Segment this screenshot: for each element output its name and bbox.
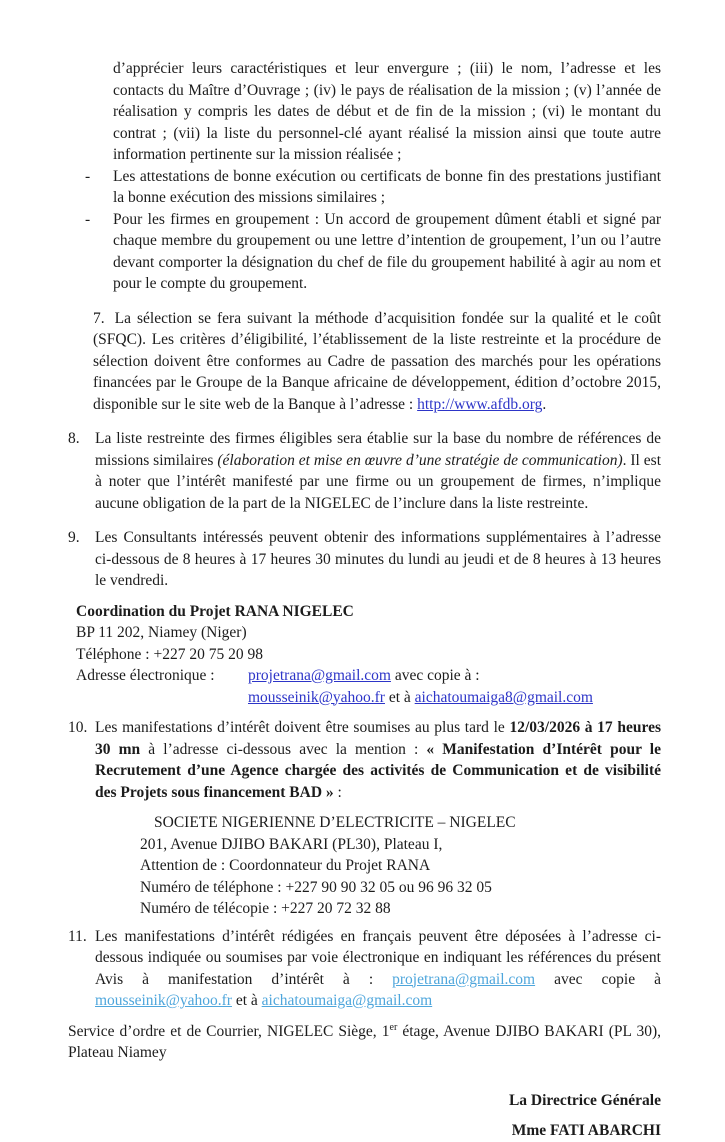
mousseinik-email-link[interactable]: mousseinik@yahoo.fr: [248, 688, 385, 706]
intro-continuation-paragraph: d’apprécier leurs caractéristiques et leur envergure ; (iii) le nom, l’adresse et les contacts du Maître d’Ouvrage ; (iv) le pays de réalisation de la mission ; (v) l’année de réalisation y compris les dates de début et de fin de la mission ; (vi) le montant du contrat ; (vii) la liste du personnel-clé ayant réalisé la mission ainsi que toute autre information pertinente sur la mission réalisée ;: [113, 60, 661, 163]
email-label: Adresse électronique :: [76, 667, 215, 684]
projetrana-email-link[interactable]: projetrana@gmail.com: [392, 970, 536, 988]
mention-title: « Manifestation d’Intérêt pour le Recrutement d’une Agence chargée des activités de Communication et de visibilité des Projets sous financement BAD »: [95, 740, 661, 801]
italic-note: (élaboration et mise en œuvre d’une stratégie de communication): [217, 451, 623, 469]
paragraph-number: 10.: [68, 719, 88, 736]
aichatoumaiga-email-link[interactable]: aichatoumaiga@gmail.com: [261, 992, 433, 1009]
bullet-item-attestations: [68, 166, 661, 209]
deadline-date: 12/03/2026 à 17 heures 30 mn: [95, 719, 662, 758]
bullet-marker: -: [85, 210, 91, 228]
paragraph-8: [68, 428, 661, 514]
ordinal-superscript: er: [389, 1021, 398, 1033]
signature-block: [68, 1090, 661, 1142]
afdb-website-link[interactable]: http://www.afdb.org: [417, 395, 543, 413]
bullet-text: Les attestations de bonne exécution ou certificats de bonne fin des prestations justifiant la bonne exécution des missions similaires ;: [113, 167, 661, 206]
submission-address-block: [140, 812, 661, 920]
paragraph-body: La liste restreinte des firmes éligibles sera établie sur la base du nombre de références de missions similaires (élaboration et mise en œuvre d’une stratégie de communication). Il est à noter que l’intérêt manifesté par une firme ou un groupement de firmes, n’implique aucune obligation de la part de la NIGELEC de l’inclure dans la liste restreinte.: [95, 430, 661, 512]
paragraph-number: 9.: [68, 529, 80, 546]
coordination-contact-block: [76, 601, 661, 709]
phone-line: Numéro de téléphone : +227 90 90 32 05 ou 96 96 32 05: [140, 878, 492, 896]
contact-email-copy-line: mousseinik@yahoo.fr et à aichatoumaiga8@gmail.com: [248, 688, 593, 706]
paragraph-number: 7.: [93, 309, 105, 327]
projetrana-email-link[interactable]: projetrana@gmail.com: [248, 667, 391, 684]
courier-service-line: Service d’ordre et de Courrier, NIGELEC Siège, 1er étage, Avenue DJIBO BAKARI (PL 30), Plateau Niamey: [68, 1021, 661, 1061]
paragraph-body: Les manifestations d’intérêt doivent être soumises au plus tard le 12/03/2026 à 17 heures 30 mn à l’adresse ci-dessous avec la mention : « Manifestation d’Intérêt pour le Recrutement d’une Agence chargée des activités de Communication et de visibilité des Projets sous financement BAD » :: [95, 719, 662, 801]
paragraph-number: 8.: [68, 430, 80, 447]
paragraph-body: Les Consultants intéressés peuvent obtenir des informations supplémentaires à l’adresse ci-dessous de 8 heures à 17 heures 30 minutes du lundi au jeudi et de 8 heures à 13 heures le vendredi.: [95, 529, 661, 589]
contact-address: BP 11 202, Niamey (Niger): [76, 624, 247, 641]
paragraph-9: [68, 527, 661, 592]
street-address: 201, Avenue DJIBO BAKARI (PL30), Plateau I,: [140, 835, 443, 853]
fax-line: Numéro de télécopie : +227 20 72 32 88: [140, 900, 391, 917]
paragraph-7: [93, 308, 661, 416]
attention-line: Attention de : Coordonnateur du Projet RANA: [140, 857, 431, 874]
signatory-title: La Directrice Générale: [508, 1091, 661, 1109]
contact-email-row: [76, 665, 661, 687]
contact-title: Coordination du Projet RANA NIGELEC: [76, 602, 354, 620]
email-line: projetrana@gmail.com avec copie à :: [248, 667, 480, 684]
paragraph-text-end: .: [542, 395, 547, 413]
mousseinik-email-link[interactable]: mousseinik@yahoo.fr: [95, 992, 232, 1009]
paragraph-11: [68, 926, 661, 1012]
bullet-text: Pour les firmes en groupement : Un accord de groupement dûment établi et signé par chaque membre du groupement ou une lettre d’intention de groupement, l’un ou l’autre devant comporter la désignation du chef de file du groupement habilité à agir au nom et pour le compte du groupement.: [113, 210, 661, 292]
paragraph-10: [68, 717, 661, 803]
contact-phone: Téléphone : +227 20 75 20 98: [76, 645, 263, 663]
company-name: SOCIETE NIGERIENNE D’ELECTRICITE – NIGELEC: [154, 814, 516, 831]
paragraph-number: 11.: [68, 927, 87, 945]
bullet-marker: -: [85, 167, 91, 185]
paragraph-body: Les manifestations d’intérêt rédigées en français peuvent être déposées à l’adresse ci-dessous indiquée ou soumises par voie électronique en indiquant les références du présent Avis à manifestation d’intérêt à : projetrana@gmail.com avec copie à mousseinik@yahoo.fr et à aichatoumaiga@gmail.com: [95, 927, 661, 1009]
aichatoumaiga8-email-link[interactable]: aichatoumaiga8@gmail.com: [414, 688, 593, 706]
bullet-item-groupement: [68, 209, 661, 295]
paragraph-text: La sélection se fera suivant la méthode d’acquisition fondée sur la qualité et le coût (SFQC). Les critères d’éligibilité, l’établissement de la liste restreinte et la procédure de sélection doivent être conformes au Cadre de passation des marchés pour les opérations financées par le Groupe de la Banque africaine de développement, édition d’octobre 2015, disponible sur le site web de la Banque à l’adresse :: [93, 309, 661, 413]
signatory-name: Mme FATI ABARCHI: [511, 1122, 661, 1139]
